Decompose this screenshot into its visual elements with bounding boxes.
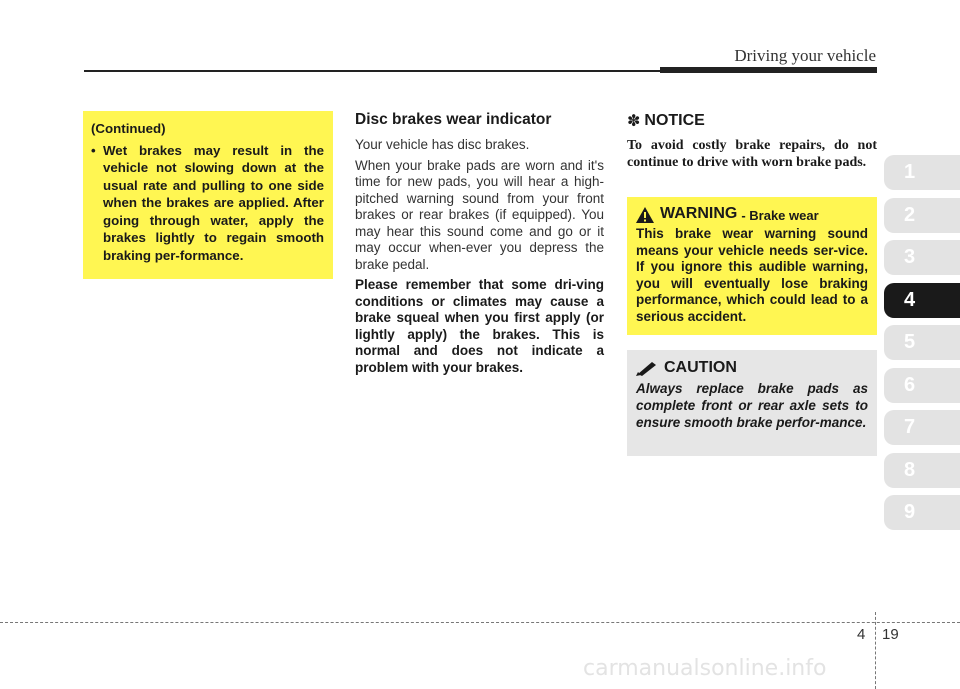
warning-text: This brake wear warning sound means your vehicle needs ser-vice. If you ignore this audible warning, you will eventually lose braking performance, which could lead to a serious accident. xyxy=(636,226,868,324)
warning-subtitle: - Brake wear xyxy=(741,208,819,223)
notice-heading: NOTICE xyxy=(644,112,705,129)
caution-title: CAUTION xyxy=(664,359,737,376)
caution-pencil-icon xyxy=(636,360,658,376)
chapter-tab-4[interactable]: 4 xyxy=(884,283,960,318)
notice-text: To avoid costly brake repairs, do not continue to drive with worn brake pads. xyxy=(627,138,877,170)
footer-rule xyxy=(0,622,960,623)
continued-text: Wet brakes may result in the vehicle not slowing down at the usual rate and pulling to one side when the brakes are applied. After going through water, apply the brakes lightly to regain smooth braking per-formance. xyxy=(103,142,324,263)
disc-brakes-para-2: When your brake pads are worn and it's time for new pads, you will hear a high-pitched warning sound from your front brakes or rear brakes (if equipped). You may hear this sound come and go or it may occur when-ever you depress the brake pedal. xyxy=(355,157,604,272)
caution-header xyxy=(636,359,868,377)
chapter-tab-9[interactable]: 9 xyxy=(884,495,960,530)
warning-triangle-icon xyxy=(636,207,654,223)
chapter-tabs xyxy=(884,155,960,538)
notice-section xyxy=(627,111,877,171)
chapter-tab-3[interactable]: 3 xyxy=(884,240,960,275)
chapter-tab-1[interactable]: 1 xyxy=(884,155,960,190)
disc-brakes-para-3: Please remember that some dri-ving conditions or climates may cause a brake squeal when you first apply (or lightly apply) the brakes. This is normal and does not indicate a problem with your brakes. xyxy=(355,277,604,375)
page-chapter-number: 4 xyxy=(857,626,866,643)
watermark: carmanualsonline.info xyxy=(583,656,827,681)
chapter-tab-2[interactable]: 2 xyxy=(884,198,960,233)
header-rule-accent xyxy=(660,67,877,73)
disc-brakes-section xyxy=(355,111,604,380)
continued-heading: (Continued) xyxy=(91,121,166,136)
disc-brakes-heading: Disc brakes wear indicator xyxy=(355,111,552,128)
bullet-icon: • xyxy=(91,142,96,158)
continued-box xyxy=(83,111,333,279)
chapter-tab-7[interactable]: 7 xyxy=(884,410,960,445)
disc-brakes-para-1: Your vehicle has disc brakes. xyxy=(355,137,530,152)
warning-header xyxy=(636,205,868,223)
notice-star-icon: ✽ xyxy=(627,113,641,130)
chapter-tab-6[interactable]: 6 xyxy=(884,368,960,403)
chapter-tab-8[interactable]: 8 xyxy=(884,453,960,488)
page-number: 19 xyxy=(882,626,899,643)
caution-box xyxy=(627,350,877,456)
header-rule xyxy=(84,70,664,72)
header-title: Driving your vehicle xyxy=(734,46,876,65)
notice-heading-row xyxy=(627,111,877,131)
warning-box xyxy=(627,197,877,335)
warning-title: WARNING xyxy=(660,205,738,222)
footer-divider xyxy=(875,612,876,689)
chapter-tab-5[interactable]: 5 xyxy=(884,325,960,360)
caution-text: Always replace brake pads as complete front or rear axle sets to ensure smooth brake perfor-mance. xyxy=(636,381,868,430)
continued-bullet-item xyxy=(91,142,324,265)
